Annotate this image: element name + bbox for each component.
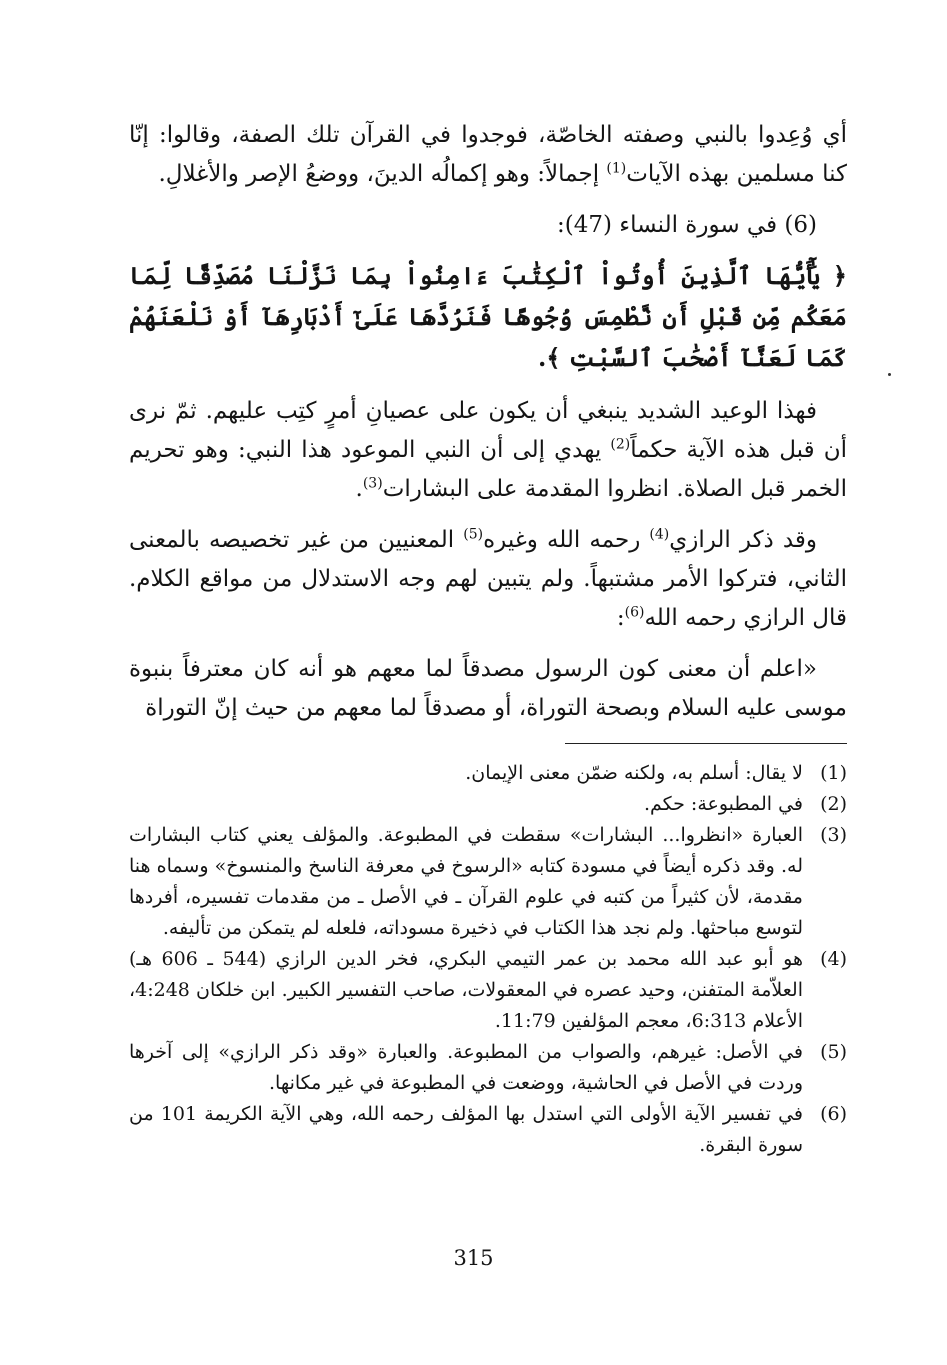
footnote-6 xyxy=(129,1099,847,1161)
footnotes xyxy=(129,758,847,1161)
footnote-ref-1: (1) xyxy=(606,160,627,177)
paragraph-text: أي وُعِدوا بالنبي وصفته الخاصّة، فوجدوا في القرآن تلك الصفة، وقالوا: إنّا كنا مسلمين بهذه الآيات xyxy=(129,122,847,187)
footnote-number: (1) xyxy=(820,762,847,784)
footnote-text: هو أبو عبد الله محمد بن عمر التيمي البكري، فخر الدين الرازي (544 ـ 606 هـ) العلاّمة المتفنن، وحيد عصره في المعقولات، صاحب التفسير الكبير. ابن خلكان 4:248، الأعلام 6:313، معجم المؤلفين 11:79. xyxy=(129,948,803,1032)
footnote-1 xyxy=(129,758,847,789)
paragraph-text: إجمالاً: وهو إكمالُه الدينَ، ووضعُ الإصر والأغلالِ. xyxy=(158,161,607,187)
paragraph-4-quote xyxy=(129,650,847,728)
section-heading: (6) في سورة النساء (47): xyxy=(557,212,817,238)
footnote-text: في المطبوعة: حكم. xyxy=(643,793,803,815)
footnote-3 xyxy=(129,820,847,944)
footnote-separator xyxy=(565,743,847,744)
footnote-ref-4: (4) xyxy=(649,526,670,543)
footnote-text: في الأصل: غيرهم، والصواب من المطبوعة. والعبارة «وقد ذكر الرازي» إلى آخرها وردت في الأصل في الحاشية، ووضعت في المطبوعة في غير مكانها. xyxy=(129,1041,803,1094)
footnote-text: في تفسير الآية الأولى التي استدل بها المؤلف رحمه الله، وهي الآية الكريمة 101 من سورة البقرة. xyxy=(129,1103,804,1156)
footnote-ref-5: (5) xyxy=(463,526,484,543)
footnote-number: (5) xyxy=(820,1041,847,1063)
footnote-number: (3) xyxy=(820,824,847,846)
footnote-4 xyxy=(129,944,847,1037)
paragraph-text: رحمه الله وغيره xyxy=(483,527,650,553)
paragraph-3 xyxy=(129,521,847,638)
page-number: 315 xyxy=(453,1246,494,1270)
paragraph-1 xyxy=(129,116,847,194)
paragraph-text: : xyxy=(616,605,625,631)
main-text xyxy=(129,116,847,740)
footnote-number: (4) xyxy=(820,948,847,970)
footnote-ref-6: (6) xyxy=(624,604,645,621)
paragraph-text: «اعلم أن معنى كون الرسول مصدقاً لما معهم هو أنه كان معترفاً بنبوة موسى عليه السلام وبصحة التوراة، أو مصدقاً لما معهم من حيث إنّ التوراة xyxy=(129,656,847,721)
footnote-2 xyxy=(129,789,847,820)
paragraph-2 xyxy=(129,392,847,509)
stray-ink-mark xyxy=(888,373,891,376)
footnote-text: العبارة «انظروا... البشارات» سقطت في المطبوعة. والمؤلف يعني كتاب البشارات له. وقد ذكره أيضاً في مسودة كتابه «الرسوخ في معرفة الناسخ والمنسوخ» وسماه هنا مقدمة، لأن كثيراً من كتبه في علوم القرآن ـ في الأصل ـ من مقدمات تفسيره، أفردها لتوسع مباحثها. ولم نجد هذا الكتاب في ذخيرة مسوداته، فلعله لم يتمكن من تأليفه. xyxy=(129,824,803,939)
footnote-number: (6) xyxy=(820,1103,847,1125)
footnote-5 xyxy=(129,1037,847,1099)
footnote-text: لا يقال: أسلم به، ولكنه ضمّن معنى الإيمان. xyxy=(465,762,803,784)
footnote-number: (2) xyxy=(820,793,847,815)
paragraph-text: . xyxy=(355,476,363,502)
quran-verse: ﴿ يَٰٓأَيُّهَا ٱلَّذِينَ أُوتُواْ ٱلْكِتَٰبَ ءَامِنُواْ بِمَا نَزَّلْنَا مُصَدِّقًا لِّمَا مَعَكُم مِّن قَبْلِ أَن نَّطْمِسَ وُجُوهًا فَنَرُدَّهَا عَلَىٰٓ أَدْبَارِهَآ أَوْ نَلْعَنَهُمْ كَمَا لَعَنَّآ أَصْحَٰبَ ٱلسَّبْتِ ﴾. xyxy=(129,261,847,372)
paragraph-text: يهدي إلى أن النبي الموعود هذا النبي: وهو تحريم الخمر قبل الصلاة. انظروا المقدمة على البشارات xyxy=(129,437,847,502)
paragraph-text: فهذا الوعيد الشديد ينبغي أن يكون على عصيانِ أمرٍ كتِب عليهم. ثمّ نرى أن قبل هذه الآية حكماً xyxy=(129,398,847,463)
paragraph-text: المعنيين من غير تخصيصه بالمعنى الثاني، فتركوا الأمر مشتبهاً. ولم يتبين لهم وجه الاستدلال من مواقع الكلام. قال الرازي رحمه الله xyxy=(129,527,847,631)
footnote-ref-3: (3) xyxy=(362,475,383,492)
footnote-ref-2: (2) xyxy=(610,436,631,453)
paragraph-text: وقد ذكر الرازي xyxy=(669,527,817,553)
